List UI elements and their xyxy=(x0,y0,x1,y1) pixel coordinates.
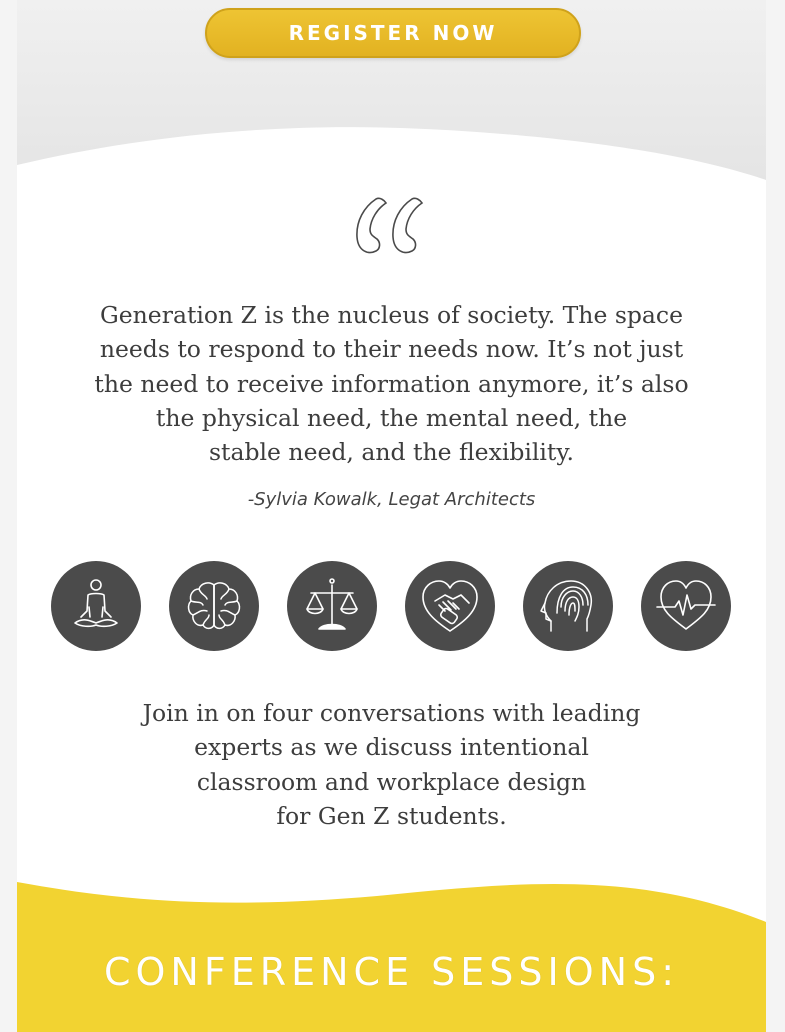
right-decorative-margin xyxy=(766,0,785,1032)
brain-icon xyxy=(169,561,259,651)
register-now-button[interactable]: REGISTER NOW xyxy=(205,8,581,58)
intro-line: for Gen Z students. xyxy=(276,801,507,830)
left-decorative-margin xyxy=(0,0,17,1032)
heart-handshake-icon xyxy=(405,561,495,651)
email-body xyxy=(17,0,766,1032)
heartbeat-icon xyxy=(641,561,731,651)
quote-line: needs to respond to their needs now. It’s not just xyxy=(99,335,684,364)
quote-line: the physical need, the mental need, the xyxy=(155,403,628,432)
intro-paragraph xyxy=(77,696,706,833)
testimonial-quote xyxy=(47,298,736,469)
theme-icons-row xyxy=(51,561,741,651)
quote-line: stable need, and the flexibility. xyxy=(208,438,574,467)
intro-line: classroom and workplace design xyxy=(196,767,587,796)
balance-scale-icon xyxy=(287,561,377,651)
intro-line: Join in on four conversations with leading xyxy=(142,699,641,727)
quotation-mark-icon xyxy=(354,193,430,259)
meditation-icon xyxy=(51,561,141,651)
quote-line: the need to receive information anymore, it’s also xyxy=(94,369,689,398)
header-wave-divider xyxy=(17,110,766,190)
intro-line: experts as we discuss intentional xyxy=(194,733,589,762)
quote-attribution: -Sylvia Kowalk, Legat Architects xyxy=(247,489,536,510)
conference-sessions-heading: CONFERENCE SESSIONS: xyxy=(103,950,680,994)
quote-line: Generation Z is the nucleus of society. The space xyxy=(99,301,683,329)
fingerprint-head-icon xyxy=(523,561,613,651)
sessions-band xyxy=(17,862,766,1032)
